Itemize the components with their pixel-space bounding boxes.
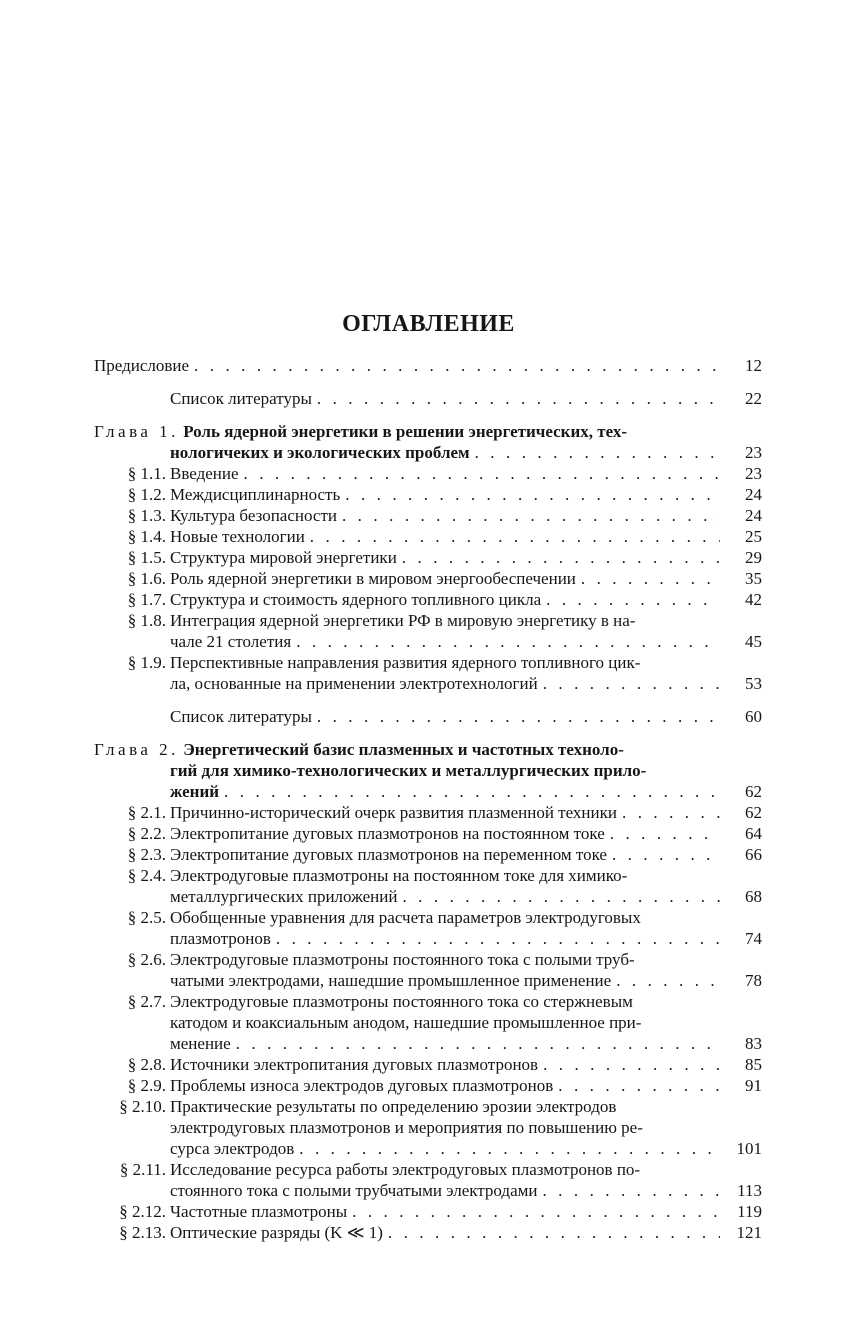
section-number: § 2.2. xyxy=(127,824,166,843)
toc-chapter-1[interactable] xyxy=(94,421,762,463)
page-number: 42 xyxy=(745,590,762,609)
section-title-line: Оптические разряды (K ≪ 1) xyxy=(170,1223,383,1242)
dot-leader xyxy=(605,823,720,844)
dot-leader xyxy=(397,547,720,568)
dot-leader xyxy=(347,1201,720,1222)
section-number: § 2.6. xyxy=(127,950,166,969)
section-title-line: Практические результаты по определению эрозии электродов xyxy=(170,1097,617,1116)
chapter-title-line: Роль ядерной энергетики в решении энергетических, тех- xyxy=(183,422,627,441)
toc-section-entry[interactable] xyxy=(94,1075,762,1096)
section-number: § 2.8. xyxy=(127,1055,166,1074)
section-title-line: металлургических приложений xyxy=(170,887,398,906)
toc-entry-preface[interactable] xyxy=(94,355,762,376)
section-title-line: электродуговых плазмотронов и мероприятия по повышению ре- xyxy=(170,1118,643,1137)
dot-leader xyxy=(538,1054,720,1075)
section-number: § 1.1. xyxy=(127,464,166,483)
section-title-line: Источники электропитания дуговых плазмотронов xyxy=(170,1055,539,1074)
toc-section-entry[interactable] xyxy=(94,652,762,694)
dot-leader xyxy=(271,928,720,949)
section-title-line: Роль ядерной энергетики в мировом энергообеспечении xyxy=(170,569,576,588)
section-title-line: Интеграция ядерной энергетики РФ в мировую энергетику в на- xyxy=(170,611,636,630)
section-number: § 2.4. xyxy=(127,866,166,885)
page-title: ОГЛАВЛЕНИЕ xyxy=(342,311,515,337)
page-number: 74 xyxy=(745,929,762,948)
section-title-line: катодом и коаксиальным анодом, нашедшие промышленное при- xyxy=(170,1013,642,1032)
page-number: 60 xyxy=(745,707,762,726)
section-number: § 2.3. xyxy=(127,845,166,864)
section-number: § 1.5. xyxy=(127,548,166,567)
dot-leader xyxy=(294,1138,720,1159)
section-number: § 2.7. xyxy=(127,992,166,1011)
section-number: § 1.6. xyxy=(127,569,166,588)
section-number: § 2.9. xyxy=(127,1076,166,1095)
chapter-1-sections xyxy=(94,463,762,694)
page-number: 29 xyxy=(745,548,762,567)
section-number: § 1.9. xyxy=(127,653,166,672)
toc-section-entry[interactable] xyxy=(94,1201,762,1222)
dot-leader xyxy=(553,1075,720,1096)
toc-section-entry[interactable] xyxy=(94,1222,762,1243)
page-number: 22 xyxy=(745,389,762,408)
dot-leader xyxy=(617,802,720,823)
section-title-line: Причинно-исторический очерк развития плазменной техники xyxy=(170,803,617,822)
page-number: 68 xyxy=(745,887,762,906)
chapter-2-sections xyxy=(94,802,762,1243)
dot-leader xyxy=(611,970,720,991)
section-title-line: Структура мировой энергетики xyxy=(170,548,397,567)
toc-section-entry[interactable] xyxy=(94,589,762,610)
toc-section-entry[interactable] xyxy=(94,949,762,991)
toc-chapter-2[interactable] xyxy=(94,739,762,802)
section-title-line: Культура безопасности xyxy=(170,506,337,525)
section-title-line: Введение xyxy=(170,464,239,483)
chapter-title-line: жений xyxy=(170,782,220,801)
dot-leader xyxy=(239,463,720,484)
page-number: 62 xyxy=(745,803,762,822)
page-number: 23 xyxy=(745,464,762,483)
section-number: § 2.11. xyxy=(119,1160,166,1179)
toc-entry-bibliography-chapter-1[interactable] xyxy=(94,706,762,727)
page-number: 24 xyxy=(745,506,762,525)
dot-leader xyxy=(337,505,720,526)
section-title-line: Исследование ресурса работы электродуговых плазмотронов по- xyxy=(170,1160,641,1179)
section-number: § 2.13. xyxy=(119,1223,166,1242)
chapter-title-line: нологичеких и экологических проблем xyxy=(170,443,470,462)
section-number: § 1.2. xyxy=(127,485,166,504)
toc-entry-text: Список литературы xyxy=(170,389,312,408)
section-title-line: Электродуговые плазмотроны постоянного тока со стержневым xyxy=(170,992,633,1011)
page-number: 66 xyxy=(745,845,762,864)
page-number: 64 xyxy=(745,824,762,843)
section-number: § 2.12. xyxy=(119,1202,166,1221)
section-number: § 2.10. xyxy=(119,1097,166,1116)
dot-leader xyxy=(397,886,720,907)
section-title-line: Междисциплинарность xyxy=(170,485,341,504)
page-number: 83 xyxy=(745,1034,762,1053)
page-number: 91 xyxy=(745,1076,762,1095)
toc-section-entry[interactable] xyxy=(94,865,762,907)
toc-section-entry[interactable] xyxy=(94,844,762,865)
section-title-line: Электродуговые плазмотроны на постоянном токе для химико- xyxy=(170,866,628,885)
section-number: § 2.1. xyxy=(127,803,166,822)
page-number: 24 xyxy=(745,485,762,504)
section-title-line: стоянного тока с полыми трубчатыми электродами xyxy=(170,1181,538,1200)
section-title-line: Обобщенные уравнения для расчета параметров электродуговых xyxy=(170,908,641,927)
dot-leader xyxy=(312,388,720,409)
dot-leader xyxy=(541,589,720,610)
section-title-line: Структура и стоимость ядерного топливного цикла xyxy=(170,590,542,609)
page-number: 53 xyxy=(745,674,762,693)
toc-section-entry[interactable] xyxy=(94,802,762,823)
dot-leader xyxy=(189,355,720,376)
page-number: 45 xyxy=(745,632,762,651)
toc-section-entry[interactable] xyxy=(94,526,762,547)
section-title-line: Электродуговые плазмотроны постоянного тока с полыми труб- xyxy=(170,950,635,969)
toc-section-entry[interactable] xyxy=(94,1159,762,1201)
page-number: 113 xyxy=(737,1181,762,1200)
page-number: 85 xyxy=(745,1055,762,1074)
toc-section-entry[interactable] xyxy=(94,484,762,505)
dot-leader xyxy=(538,673,720,694)
section-title-line: сурса электродов xyxy=(170,1139,295,1158)
page-number: 25 xyxy=(745,527,762,546)
toc-entry-text: Список литературы xyxy=(170,707,312,726)
toc-section-entry[interactable] xyxy=(94,505,762,526)
dot-leader xyxy=(383,1222,720,1243)
dot-leader xyxy=(470,442,720,463)
table-of-contents xyxy=(94,355,762,1243)
page-number: 12 xyxy=(745,356,762,375)
section-title-line: плазмотронов xyxy=(170,929,271,948)
page-number: 78 xyxy=(745,971,762,990)
section-title-line: чатыми электродами, нашедшие промышленное применение xyxy=(170,971,612,990)
section-title-line: Электропитание дуговых плазмотронов на переменном токе xyxy=(170,845,607,864)
toc-section-entry[interactable] xyxy=(94,463,762,484)
section-number: § 2.5. xyxy=(127,908,166,927)
page-number: 62 xyxy=(745,782,762,801)
dot-leader xyxy=(607,844,720,865)
toc-section-entry[interactable] xyxy=(94,547,762,568)
dot-leader xyxy=(312,706,720,727)
toc-section-entry[interactable] xyxy=(94,907,762,949)
section-title-line: ла, основанные на применении электротехнологий xyxy=(170,674,538,693)
page-number: 101 xyxy=(736,1139,762,1158)
section-title-line: менение xyxy=(170,1034,231,1053)
section-title-line: Перспективные направления развития ядерного топливного цик- xyxy=(170,653,641,672)
dot-leader xyxy=(231,1033,720,1054)
section-title-line: Новые технологии xyxy=(170,527,305,546)
toc-section-entry[interactable] xyxy=(94,610,762,652)
chapter-label: Глава 1. xyxy=(94,422,179,441)
chapter-title-line: Энергетический базис плазменных и частотных техноло- xyxy=(183,740,624,759)
toc-section-entry[interactable] xyxy=(94,568,762,589)
section-number: § 1.8. xyxy=(127,611,166,630)
section-number: § 1.7. xyxy=(127,590,166,609)
dot-leader xyxy=(305,526,720,547)
toc-section-entry[interactable] xyxy=(94,1096,762,1159)
page-number: 23 xyxy=(745,443,762,462)
toc-entry-bibliography-preface[interactable] xyxy=(94,388,762,409)
section-number: § 1.3. xyxy=(127,506,166,525)
toc-section-entry[interactable] xyxy=(94,991,762,1054)
dot-leader xyxy=(576,568,720,589)
toc-section-entry[interactable] xyxy=(94,1054,762,1075)
page-number: 35 xyxy=(745,569,762,588)
section-title-line: Проблемы износа электродов дуговых плазмотронов xyxy=(170,1076,554,1095)
dot-leader xyxy=(537,1180,720,1201)
dot-leader xyxy=(291,631,720,652)
section-number: § 1.4. xyxy=(127,527,166,546)
chapter-label: Глава 2. xyxy=(94,740,179,759)
page-number: 121 xyxy=(736,1223,762,1242)
section-title-line: Частотные плазмотроны xyxy=(170,1202,348,1221)
section-title-line: чале 21 столетия xyxy=(170,632,292,651)
dot-leader xyxy=(219,781,720,802)
toc-section-entry[interactable] xyxy=(94,823,762,844)
dot-leader xyxy=(340,484,720,505)
toc-entry-text: Предисловие xyxy=(94,356,190,375)
page-number: 119 xyxy=(737,1202,762,1221)
section-title-line: Электропитание дуговых плазмотронов на постоянном токе xyxy=(170,824,605,843)
chapter-title-line: гий для химико-технологических и металлургических прило- xyxy=(170,761,647,780)
